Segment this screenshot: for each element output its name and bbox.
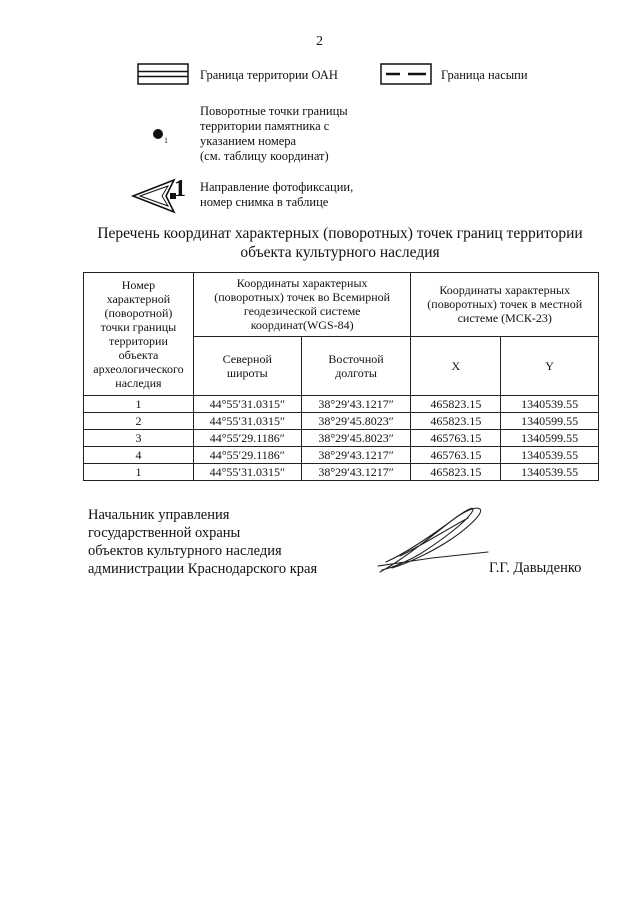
page-title (90, 224, 590, 262)
header-line: долготы (335, 365, 377, 380)
header-x: X (411, 336, 501, 395)
turn-point-dot-icon (150, 126, 174, 148)
signatory-position-line: администрации Краснодарского края (88, 561, 318, 577)
header-line: (поворотных) точек в местной (427, 297, 583, 312)
legend-photo-direction-line: Направление фотофиксации, (200, 180, 354, 194)
legend-oah-boundary-label: Граница территории ОАН (200, 68, 338, 82)
header-north-latitude (193, 336, 301, 395)
header-line: координат(WGS-84) (250, 318, 354, 333)
header-line: территории (108, 334, 168, 348)
cell-longitude: 38°29′43.1217″ (301, 464, 411, 481)
header-line: Координаты характерных (236, 276, 368, 291)
legend-turn-points-line: Поворотные точки границы (200, 104, 348, 118)
legend-turn-points-line: территории памятника с (200, 119, 330, 133)
cell-y: 1340539.55 (501, 396, 599, 413)
cell-point-number: 4 (84, 447, 194, 464)
cell-x: 465763.15 (411, 447, 501, 464)
header-line: широты (226, 365, 268, 380)
legend-turn-points-line: указанием номера (200, 134, 297, 148)
header-line: Номер (121, 278, 156, 292)
cell-latitude: 44°55′31.0315″ (193, 464, 301, 481)
cell-point-number: 1 (84, 396, 194, 413)
header-line: археологического (93, 362, 184, 376)
header-line: объекта (118, 348, 159, 362)
header-point-number (84, 273, 194, 396)
cell-latitude: 44°55′31.0315″ (193, 396, 301, 413)
signatory-name: Г.Г. Давыденко (489, 560, 582, 576)
cell-point-number: 1 (84, 464, 194, 481)
cell-latitude: 44°55′29.1186″ (193, 430, 301, 447)
embankment-boundary-symbol (380, 63, 432, 85)
cell-x: 465823.15 (411, 464, 501, 481)
legend-turn-points-line: (см. таблицу координат) (200, 149, 329, 163)
header-line: Координаты характерных (439, 283, 571, 298)
photo-marker-number: 1 (174, 176, 186, 202)
handwritten-signature-icon (372, 500, 492, 580)
photo-direction-arrow-icon (130, 176, 180, 216)
cell-y: 1340599.55 (501, 430, 599, 447)
header-line: наследия (115, 376, 162, 390)
header-wgs84 (193, 273, 411, 337)
cell-longitude: 38°29′45.8023″ (301, 430, 411, 447)
signatory-position-line: Начальник управления (88, 507, 230, 523)
table-row (84, 447, 599, 464)
header-line: Северной (222, 351, 272, 366)
cell-y: 1340599.55 (501, 413, 599, 430)
header-line: характерной (106, 292, 171, 306)
header-line: системе (МСК-23) (457, 311, 552, 326)
header-line: (поворотной) (104, 306, 173, 320)
oah-boundary-symbol (137, 63, 189, 85)
header-line: Восточной (328, 351, 384, 366)
header-line: (поворотных) точек во Всемирной (214, 290, 391, 305)
legend-photo-direction-line: номер снимка в таблице (200, 195, 329, 209)
cell-point-number: 2 (84, 413, 194, 430)
coordinates-table (83, 272, 599, 481)
cell-latitude: 44°55′31.0315″ (193, 413, 301, 430)
signatory-position (88, 506, 317, 578)
cell-x: 465823.15 (411, 413, 501, 430)
cell-longitude: 38°29′43.1217″ (301, 396, 411, 413)
page-title-line: Перечень координат характерных (поворотных) точек границ территории (97, 225, 583, 242)
table-row (84, 396, 599, 413)
header-y: Y (501, 336, 599, 395)
cell-longitude: 38°29′43.1217″ (301, 447, 411, 464)
cell-longitude: 38°29′45.8023″ (301, 413, 411, 430)
cell-y: 1340539.55 (501, 447, 599, 464)
legend-turn-points (200, 104, 348, 164)
header-line: геодезической системе (243, 304, 361, 319)
header-msk23 (411, 273, 599, 337)
cell-y: 1340539.55 (501, 464, 599, 481)
page-title-line: объекта культурного наследия (240, 244, 440, 261)
turn-point-marker-number: 1 (164, 136, 168, 145)
signatory-position-line: государственной охраны (88, 525, 241, 541)
header-line: точки границы (100, 320, 177, 334)
legend-photo-direction (200, 180, 353, 210)
header-east-longitude (301, 336, 411, 395)
cell-latitude: 44°55′29.1186″ (193, 447, 301, 464)
cell-x: 465823.15 (411, 396, 501, 413)
table-row (84, 413, 599, 430)
table-row (84, 430, 599, 447)
page-number: 2 (316, 34, 323, 49)
signatory-position-line: объектов культурного наследия (88, 543, 282, 559)
cell-point-number: 3 (84, 430, 194, 447)
legend-embankment-boundary-label: Граница насыпи (441, 68, 528, 82)
cell-x: 465763.15 (411, 430, 501, 447)
table-row (84, 464, 599, 481)
